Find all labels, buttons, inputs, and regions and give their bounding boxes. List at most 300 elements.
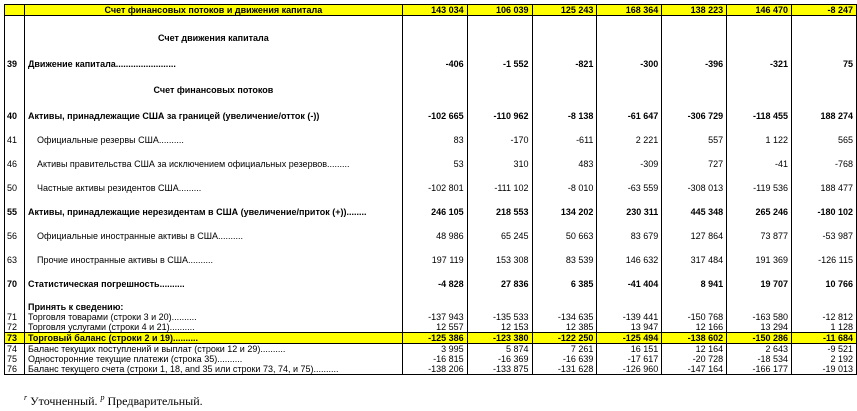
- spacer-cell: [5, 145, 25, 157]
- section-heading-row: [5, 31, 857, 43]
- spacer-cell: [792, 16, 857, 31]
- value-cell: -9 521: [792, 343, 857, 354]
- table-row: [5, 364, 857, 375]
- spacer-row: [5, 43, 857, 57]
- value-cell: 146 470: [727, 5, 792, 16]
- value-cell: 134 202: [532, 205, 597, 217]
- spacer-cell: [24, 289, 402, 301]
- spacer-cell: [5, 193, 25, 205]
- value-cell: -123 380: [467, 332, 532, 343]
- spacer-cell: [597, 69, 662, 83]
- spacer-cell: [727, 16, 792, 31]
- spacer-cell: [662, 145, 727, 157]
- line-number: 39: [5, 57, 25, 69]
- value-cell: -150 768: [662, 312, 727, 322]
- spacer-cell: [662, 217, 727, 229]
- line-number: 63: [5, 253, 25, 265]
- value-cell: -137 943: [402, 312, 467, 322]
- value-cell: 10 766: [792, 277, 857, 289]
- spacer-cell: [402, 43, 467, 57]
- value-cell: -306 729: [662, 109, 727, 121]
- spacer-cell: [532, 43, 597, 57]
- value-cell: 12 164: [662, 343, 727, 354]
- spacer-cell: [402, 121, 467, 133]
- spacer-cell: [727, 95, 792, 109]
- value-cell: -768: [792, 157, 857, 169]
- value-cell: [727, 83, 792, 95]
- spacer-cell: [662, 265, 727, 277]
- line-number: 55: [5, 205, 25, 217]
- value-cell: 246 105: [402, 205, 467, 217]
- spacer-cell: [402, 289, 467, 301]
- row-label: Активы правительства США за исключением официальных резервов.........: [24, 157, 402, 169]
- spacer-row: [5, 145, 857, 157]
- spacer-row: [5, 69, 857, 83]
- value-cell: -821: [532, 57, 597, 69]
- spacer-cell: [532, 241, 597, 253]
- value-cell: 83 539: [532, 253, 597, 265]
- line-number: [5, 31, 25, 43]
- spacer-cell: [532, 16, 597, 31]
- spacer-cell: [467, 241, 532, 253]
- value-cell: -300: [597, 57, 662, 69]
- spacer-cell: [402, 193, 467, 205]
- line-number: 56: [5, 229, 25, 241]
- value-cell: -8 247: [792, 5, 857, 16]
- spacer-row: [5, 16, 857, 31]
- revised-mark: r: [24, 393, 28, 402]
- spacer-cell: [532, 169, 597, 181]
- line-number: 46: [5, 157, 25, 169]
- spacer-cell: [662, 241, 727, 253]
- value-cell: [467, 83, 532, 95]
- value-cell: -321: [727, 57, 792, 69]
- spacer-cell: [5, 169, 25, 181]
- value-cell: 1 122: [727, 133, 792, 145]
- value-cell: [467, 301, 532, 312]
- spacer-row: [5, 121, 857, 133]
- value-cell: 188 477: [792, 181, 857, 193]
- table-row: [5, 57, 857, 69]
- table-row: [5, 343, 857, 354]
- value-cell: 6 385: [532, 277, 597, 289]
- spacer-cell: [5, 95, 25, 109]
- spacer-cell: [792, 289, 857, 301]
- preliminary-mark: p: [100, 393, 105, 402]
- spacer-cell: [662, 289, 727, 301]
- value-cell: 2 221: [597, 133, 662, 145]
- value-cell: 106 039: [467, 5, 532, 16]
- spacer-cell: [467, 169, 532, 181]
- value-cell: -41 404: [597, 277, 662, 289]
- spacer-cell: [24, 121, 402, 133]
- value-cell: 1 128: [792, 322, 857, 333]
- spacer-cell: [24, 265, 402, 277]
- value-cell: -41: [727, 157, 792, 169]
- value-cell: [402, 83, 467, 95]
- spacer-cell: [5, 121, 25, 133]
- value-cell: 2 643: [727, 343, 792, 354]
- spacer-cell: [467, 69, 532, 83]
- value-cell: [597, 31, 662, 43]
- value-cell: 48 986: [402, 229, 467, 241]
- spacer-cell: [5, 69, 25, 83]
- value-cell: 197 119: [402, 253, 467, 265]
- table-row: [5, 277, 857, 289]
- footnote: [24, 393, 203, 409]
- spacer-row: [5, 193, 857, 205]
- value-cell: 188 274: [792, 109, 857, 121]
- spacer-cell: [24, 193, 402, 205]
- row-label: Активы, принадлежащие нерезидентам в США (увеличение/приток (+))........: [24, 205, 402, 217]
- spacer-cell: [662, 43, 727, 57]
- spacer-cell: [792, 169, 857, 181]
- value-cell: 310: [467, 157, 532, 169]
- row-label: Официальные иностранные активы в США..........: [24, 229, 402, 241]
- value-cell: -17 617: [597, 354, 662, 364]
- value-cell: -396: [662, 57, 727, 69]
- value-cell: -135 533: [467, 312, 532, 322]
- value-cell: 12 557: [402, 322, 467, 333]
- value-cell: 483: [532, 157, 597, 169]
- section-heading: Счет движения капитала: [24, 31, 402, 43]
- spacer-cell: [727, 169, 792, 181]
- value-cell: 445 348: [662, 205, 727, 217]
- value-cell: 12 166: [662, 322, 727, 333]
- spacer-cell: [467, 145, 532, 157]
- value-cell: -11 684: [792, 332, 857, 343]
- value-cell: -102 801: [402, 181, 467, 193]
- row-label: Активы, принадлежащие США за границей (увеличение/отток (-)): [24, 109, 402, 121]
- spacer-cell: [532, 69, 597, 83]
- line-number: 41: [5, 133, 25, 145]
- spacer-cell: [5, 16, 25, 31]
- value-cell: [792, 301, 857, 312]
- value-cell: -147 164: [662, 364, 727, 375]
- table-row: [5, 5, 857, 16]
- value-cell: 191 369: [727, 253, 792, 265]
- value-cell: 19 707: [727, 277, 792, 289]
- value-cell: 7 261: [532, 343, 597, 354]
- table-row: [5, 157, 857, 169]
- value-cell: -122 250: [532, 332, 597, 343]
- value-cell: -102 665: [402, 109, 467, 121]
- spacer-cell: [532, 95, 597, 109]
- spacer-cell: [402, 69, 467, 83]
- value-cell: [792, 31, 857, 43]
- spacer-cell: [597, 169, 662, 181]
- row-label: Торговля услугами (строки 4 и 21)..........: [24, 322, 402, 333]
- spacer-cell: [597, 193, 662, 205]
- line-number: 75: [5, 354, 25, 364]
- spacer-cell: [792, 43, 857, 57]
- spacer-cell: [532, 193, 597, 205]
- line-number: [5, 5, 25, 16]
- spacer-cell: [597, 265, 662, 277]
- table-row: [5, 205, 857, 217]
- value-cell: 13 947: [597, 322, 662, 333]
- spacer-cell: [727, 265, 792, 277]
- value-cell: -131 628: [532, 364, 597, 375]
- spacer-row: [5, 95, 857, 109]
- value-cell: [792, 83, 857, 95]
- value-cell: -150 286: [727, 332, 792, 343]
- value-cell: [597, 301, 662, 312]
- value-cell: -138 206: [402, 364, 467, 375]
- row-label: Баланс текущего счета (строки 1, 18, and 35 или строки 73, 74, и 75)..........: [24, 364, 402, 375]
- spacer-cell: [5, 43, 25, 57]
- spacer-cell: [662, 69, 727, 83]
- spacer-cell: [727, 43, 792, 57]
- row-label: Прочие иностранные активы в США..........: [24, 253, 402, 265]
- value-cell: 146 632: [597, 253, 662, 265]
- value-cell: -111 102: [467, 181, 532, 193]
- value-cell: [727, 31, 792, 43]
- value-cell: 16 151: [597, 343, 662, 354]
- spacer-row: [5, 169, 857, 181]
- spacer-cell: [467, 265, 532, 277]
- value-cell: -308 013: [662, 181, 727, 193]
- spacer-cell: [532, 265, 597, 277]
- value-cell: 125 243: [532, 5, 597, 16]
- table-row: [5, 301, 857, 312]
- line-number: 71: [5, 312, 25, 322]
- spacer-cell: [24, 169, 402, 181]
- value-cell: -16 639: [532, 354, 597, 364]
- value-cell: 727: [662, 157, 727, 169]
- spacer-cell: [727, 217, 792, 229]
- value-cell: 2 192: [792, 354, 857, 364]
- value-cell: 3 995: [402, 343, 467, 354]
- spacer-cell: [24, 145, 402, 157]
- value-cell: -4 828: [402, 277, 467, 289]
- spacer-cell: [532, 121, 597, 133]
- value-cell: 143 034: [402, 5, 467, 16]
- value-cell: -119 536: [727, 181, 792, 193]
- spacer-cell: [727, 145, 792, 157]
- section-heading-row: [5, 83, 857, 95]
- spacer-cell: [792, 217, 857, 229]
- spacer-cell: [792, 265, 857, 277]
- spacer-cell: [24, 43, 402, 57]
- table-row: [5, 332, 857, 343]
- spacer-cell: [402, 145, 467, 157]
- value-cell: 138 223: [662, 5, 727, 16]
- spacer-cell: [662, 193, 727, 205]
- value-cell: -126 115: [792, 253, 857, 265]
- spacer-cell: [662, 121, 727, 133]
- value-cell: 5 874: [467, 343, 532, 354]
- value-cell: -8 010: [532, 181, 597, 193]
- spacer-cell: [792, 121, 857, 133]
- row-label: Принять к сведению:: [24, 301, 402, 312]
- row-label: Частные активы резидентов США.........: [24, 181, 402, 193]
- value-cell: [532, 31, 597, 43]
- value-cell: 153 308: [467, 253, 532, 265]
- spacer-cell: [792, 241, 857, 253]
- value-cell: -134 635: [532, 312, 597, 322]
- row-label: Официальные резервы США..........: [24, 133, 402, 145]
- spacer-cell: [792, 69, 857, 83]
- line-number: [5, 301, 25, 312]
- spacer-cell: [597, 95, 662, 109]
- spacer-cell: [467, 289, 532, 301]
- spacer-cell: [727, 241, 792, 253]
- value-cell: -63 559: [597, 181, 662, 193]
- spacer-cell: [402, 265, 467, 277]
- value-cell: -126 960: [597, 364, 662, 375]
- value-cell: 13 294: [727, 322, 792, 333]
- spacer-cell: [597, 16, 662, 31]
- table-row: [5, 109, 857, 121]
- value-cell: [662, 83, 727, 95]
- value-cell: [402, 301, 467, 312]
- spacer-cell: [597, 217, 662, 229]
- spacer-cell: [402, 169, 467, 181]
- value-cell: -53 987: [792, 229, 857, 241]
- table-body: [5, 5, 857, 375]
- spacer-cell: [662, 16, 727, 31]
- line-number: 40: [5, 109, 25, 121]
- value-cell: 53: [402, 157, 467, 169]
- value-cell: -133 875: [467, 364, 532, 375]
- value-cell: 75: [792, 57, 857, 69]
- value-cell: -16 369: [467, 354, 532, 364]
- revised-text: Уточненный.: [27, 394, 101, 408]
- spacer-cell: [727, 121, 792, 133]
- value-cell: [727, 301, 792, 312]
- spacer-cell: [662, 95, 727, 109]
- value-cell: 557: [662, 133, 727, 145]
- value-cell: -1 552: [467, 57, 532, 69]
- value-cell: 230 311: [597, 205, 662, 217]
- spacer-cell: [792, 95, 857, 109]
- spacer-cell: [402, 16, 467, 31]
- table-row: [5, 253, 857, 265]
- spacer-cell: [24, 16, 402, 31]
- spacer-cell: [662, 169, 727, 181]
- line-number: 73: [5, 332, 25, 343]
- value-cell: [662, 31, 727, 43]
- value-cell: 265 246: [727, 205, 792, 217]
- value-cell: 65 245: [467, 229, 532, 241]
- value-cell: [402, 31, 467, 43]
- value-cell: -20 728: [662, 354, 727, 364]
- spacer-cell: [24, 95, 402, 109]
- line-number: 50: [5, 181, 25, 193]
- value-cell: [467, 31, 532, 43]
- financial-table: [4, 4, 857, 375]
- spacer-cell: [597, 241, 662, 253]
- value-cell: 12 153: [467, 322, 532, 333]
- value-cell: 83: [402, 133, 467, 145]
- spacer-cell: [467, 217, 532, 229]
- spacer-cell: [727, 289, 792, 301]
- spacer-row: [5, 265, 857, 277]
- spacer-cell: [24, 69, 402, 83]
- value-cell: [597, 83, 662, 95]
- spacer-row: [5, 289, 857, 301]
- value-cell: -309: [597, 157, 662, 169]
- table-row: [5, 322, 857, 333]
- spacer-cell: [24, 217, 402, 229]
- value-cell: [532, 301, 597, 312]
- value-cell: -12 812: [792, 312, 857, 322]
- spacer-cell: [467, 16, 532, 31]
- row-label: Баланс текущих поступлений и выплат (строки 12 и 29)..........: [24, 343, 402, 354]
- value-cell: -110 962: [467, 109, 532, 121]
- line-number: [5, 83, 25, 95]
- row-label: Односторонние текущие платежи (строка 35)..........: [24, 354, 402, 364]
- value-cell: -18 534: [727, 354, 792, 364]
- value-cell: -118 455: [727, 109, 792, 121]
- spacer-cell: [597, 121, 662, 133]
- spacer-row: [5, 217, 857, 229]
- spacer-cell: [597, 145, 662, 157]
- spacer-cell: [597, 289, 662, 301]
- value-cell: -125 494: [597, 332, 662, 343]
- spacer-cell: [727, 193, 792, 205]
- value-cell: [532, 83, 597, 95]
- value-cell: -180 102: [792, 205, 857, 217]
- spacer-cell: [532, 145, 597, 157]
- spacer-cell: [5, 289, 25, 301]
- value-cell: -8 138: [532, 109, 597, 121]
- value-cell: 317 484: [662, 253, 727, 265]
- value-cell: -125 386: [402, 332, 467, 343]
- value-cell: -16 815: [402, 354, 467, 364]
- spacer-cell: [792, 193, 857, 205]
- spacer-cell: [532, 289, 597, 301]
- spacer-cell: [5, 241, 25, 253]
- line-number: 70: [5, 277, 25, 289]
- table-row: [5, 312, 857, 322]
- spacer-cell: [597, 43, 662, 57]
- spacer-cell: [467, 193, 532, 205]
- line-number: 72: [5, 322, 25, 333]
- value-cell: 50 663: [532, 229, 597, 241]
- spacer-cell: [5, 265, 25, 277]
- spacer-cell: [402, 241, 467, 253]
- value-cell: 27 836: [467, 277, 532, 289]
- value-cell: 218 553: [467, 205, 532, 217]
- spacer-cell: [402, 217, 467, 229]
- spacer-cell: [5, 217, 25, 229]
- spacer-cell: [532, 217, 597, 229]
- value-cell: -138 602: [662, 332, 727, 343]
- spacer-cell: [792, 145, 857, 157]
- value-cell: -406: [402, 57, 467, 69]
- spacer-row: [5, 241, 857, 253]
- value-cell: [662, 301, 727, 312]
- spacer-cell: [402, 95, 467, 109]
- row-label: Движение капитала........................: [24, 57, 402, 69]
- spacer-cell: [24, 241, 402, 253]
- row-label: Статистическая погрешность..........: [24, 277, 402, 289]
- preliminary-text: Предварительный.: [104, 394, 203, 408]
- value-cell: -166 177: [727, 364, 792, 375]
- value-cell: 83 679: [597, 229, 662, 241]
- row-label: Торговый баланс (строки 2 и 19)..........: [24, 332, 402, 343]
- table-row: [5, 133, 857, 145]
- value-cell: -139 441: [597, 312, 662, 322]
- table-row: [5, 229, 857, 241]
- value-cell: -163 580: [727, 312, 792, 322]
- row-label: Счет финансовых потоков и движения капитала: [24, 5, 402, 16]
- value-cell: 12 385: [532, 322, 597, 333]
- table-row: [5, 354, 857, 364]
- spacer-cell: [467, 95, 532, 109]
